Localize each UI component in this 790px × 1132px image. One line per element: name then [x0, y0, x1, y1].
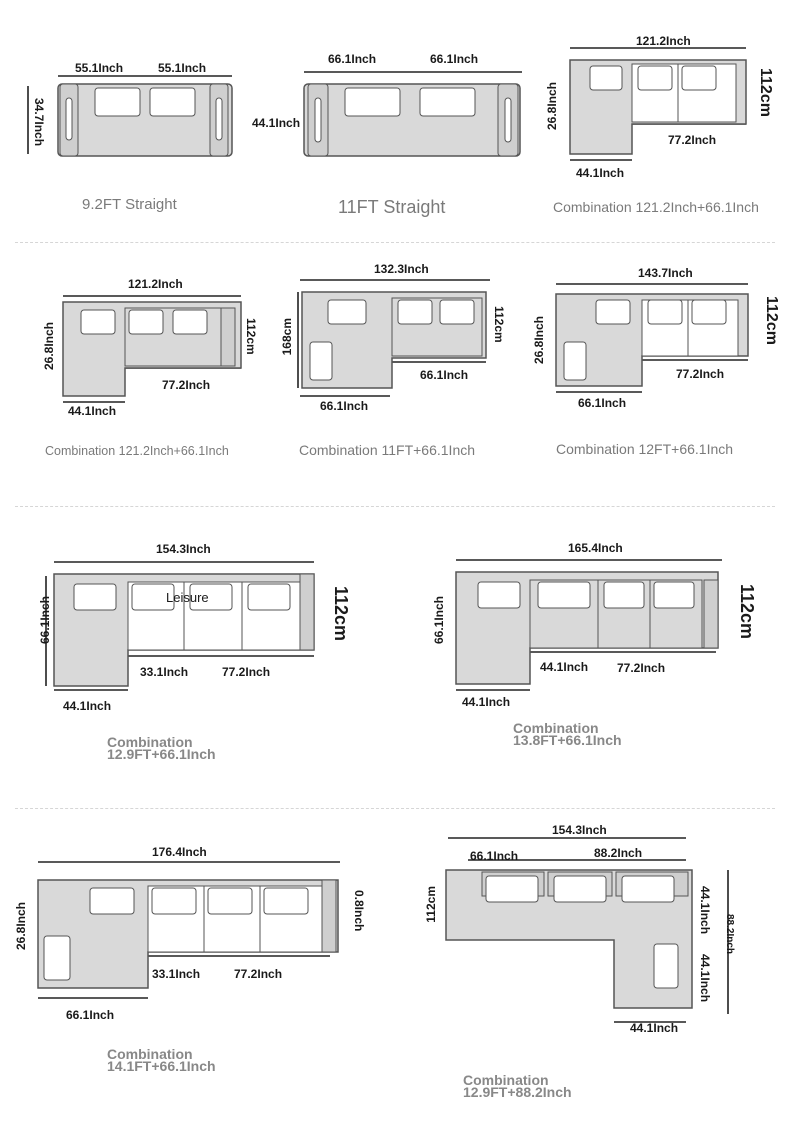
dim-depth: 168cm — [280, 318, 294, 356]
l-shaped-sofa-drawing — [552, 282, 762, 402]
dim-total-width: 154.3Inch — [156, 542, 211, 556]
dim-chaise-width: 44.1Inch — [576, 166, 625, 180]
dim-depth-upper: 44.1Inch — [698, 886, 712, 935]
dim-depth: 26.8Inch — [532, 316, 546, 365]
dim-total-width: 121.2Inch — [128, 277, 183, 291]
separator-line — [15, 242, 775, 243]
dim-right-width: 88.2Inch — [594, 846, 643, 860]
dim-total-width: 121.2Inch — [636, 34, 691, 48]
dim-width-right: 55.1Inch — [158, 61, 207, 75]
item-caption: Combination 11FT+66.1Inch — [299, 442, 476, 458]
dim-chaise-width: 66.1Inch — [578, 396, 627, 410]
l-shaped-sofa-drawing — [30, 862, 360, 1002]
dim-chaise-width: 44.1Inch — [68, 404, 117, 418]
dim-left-width: 66.1Inch — [470, 849, 519, 863]
item-caption: Combination 14.1FT+66.1Inch — [107, 1046, 216, 1074]
dim-total-width: 165.4Inch — [568, 541, 623, 555]
dim-width-left: 55.1Inch — [75, 61, 124, 75]
straight-sofa-drawing — [20, 70, 250, 170]
dim-chaise-width: 66.1Inch — [320, 399, 369, 413]
dim-chaise-width: 44.1Inch — [63, 699, 112, 713]
l-shaped-sofa-drawing — [44, 560, 344, 700]
dim-chaise-seat: 44.1Inch — [540, 660, 589, 674]
item-caption: 11FT Straight — [338, 197, 446, 217]
dim-height: 112cm — [244, 318, 258, 355]
dim-height: 112cm — [757, 68, 774, 117]
dim-height: 112cm — [492, 306, 506, 343]
dim-width-right: 66.1Inch — [430, 52, 479, 66]
dim-seat-width: 77.2Inch — [234, 967, 283, 981]
dim-seat-width: 77.2Inch — [162, 378, 211, 392]
dim-total-width: 132.3Inch — [374, 262, 429, 276]
item-caption: Combination 121.2Inch+66.1Inch — [45, 444, 229, 458]
dim-height: 0.8Inch — [352, 890, 366, 932]
dim-chaise-seat: 33.1Inch — [140, 665, 189, 679]
dim-width-left: 66.1Inch — [328, 52, 377, 66]
dim-seat-width: 77.2Inch — [676, 367, 725, 381]
item-caption: Combination 12.9FT+66.1Inch — [107, 734, 216, 762]
dim-total-width: 143.7Inch — [638, 266, 693, 280]
l-shaped-sofa-drawing — [446, 560, 746, 700]
l-shaped-sofa-drawing — [290, 278, 500, 408]
dim-depth: 26.8Inch — [42, 322, 56, 371]
dim-seat-width: 77.2Inch — [222, 665, 271, 679]
dim-height: 112cm — [331, 586, 351, 642]
dim-chaise-width: 66.1Inch — [66, 1008, 115, 1022]
dim-seat-width: 77.2Inch — [668, 133, 717, 147]
dim-chaise-width: 44.1Inch — [630, 1021, 679, 1035]
l-shaped-sofa-drawing — [560, 48, 770, 168]
dim-seat-width: 66.1Inch — [420, 368, 469, 382]
item-caption: Combination 12FT+66.1Inch — [556, 441, 734, 457]
dim-depth: 44.1Inch — [252, 116, 301, 130]
dim-depth: 34.7Inch — [32, 98, 46, 147]
dim-chaise-seat: 33.1Inch — [152, 967, 201, 981]
dim-depth-lower: 44.1Inch — [698, 954, 712, 1003]
dim-height: 112cm — [424, 886, 438, 923]
straight-sofa-drawing — [300, 64, 530, 164]
dim-total-width: 176.4Inch — [152, 845, 207, 859]
dim-total-width: 154.3Inch — [552, 823, 607, 837]
dim-side-length: 88.2Inch — [724, 914, 735, 954]
dim-depth: 66.1Inch — [38, 596, 52, 645]
item-caption: Combination 121.2Inch+66.1Inch — [553, 199, 759, 215]
dim-height: 112cm — [763, 296, 780, 345]
dim-depth: 66.1Inch — [432, 596, 446, 645]
dim-depth: 26.8Inch — [545, 82, 559, 131]
leisure-label: Leisure — [166, 590, 209, 605]
separator-line — [15, 506, 775, 507]
l-shaped-sofa-drawing — [55, 290, 265, 410]
dim-chaise-width: 44.1Inch — [462, 695, 511, 709]
dim-seat-width: 77.2Inch — [617, 661, 666, 675]
dim-depth: 26.8Inch — [14, 902, 28, 951]
item-caption: Combination 13.8FT+66.1Inch — [513, 720, 622, 748]
separator-line — [15, 808, 775, 809]
item-caption: 9.2FT Straight — [82, 196, 177, 213]
item-caption: Combination 12.9FT+88.2Inch — [463, 1072, 572, 1100]
u-shaped-sofa-drawing — [440, 836, 740, 1026]
dim-height: 112cm — [737, 584, 757, 640]
